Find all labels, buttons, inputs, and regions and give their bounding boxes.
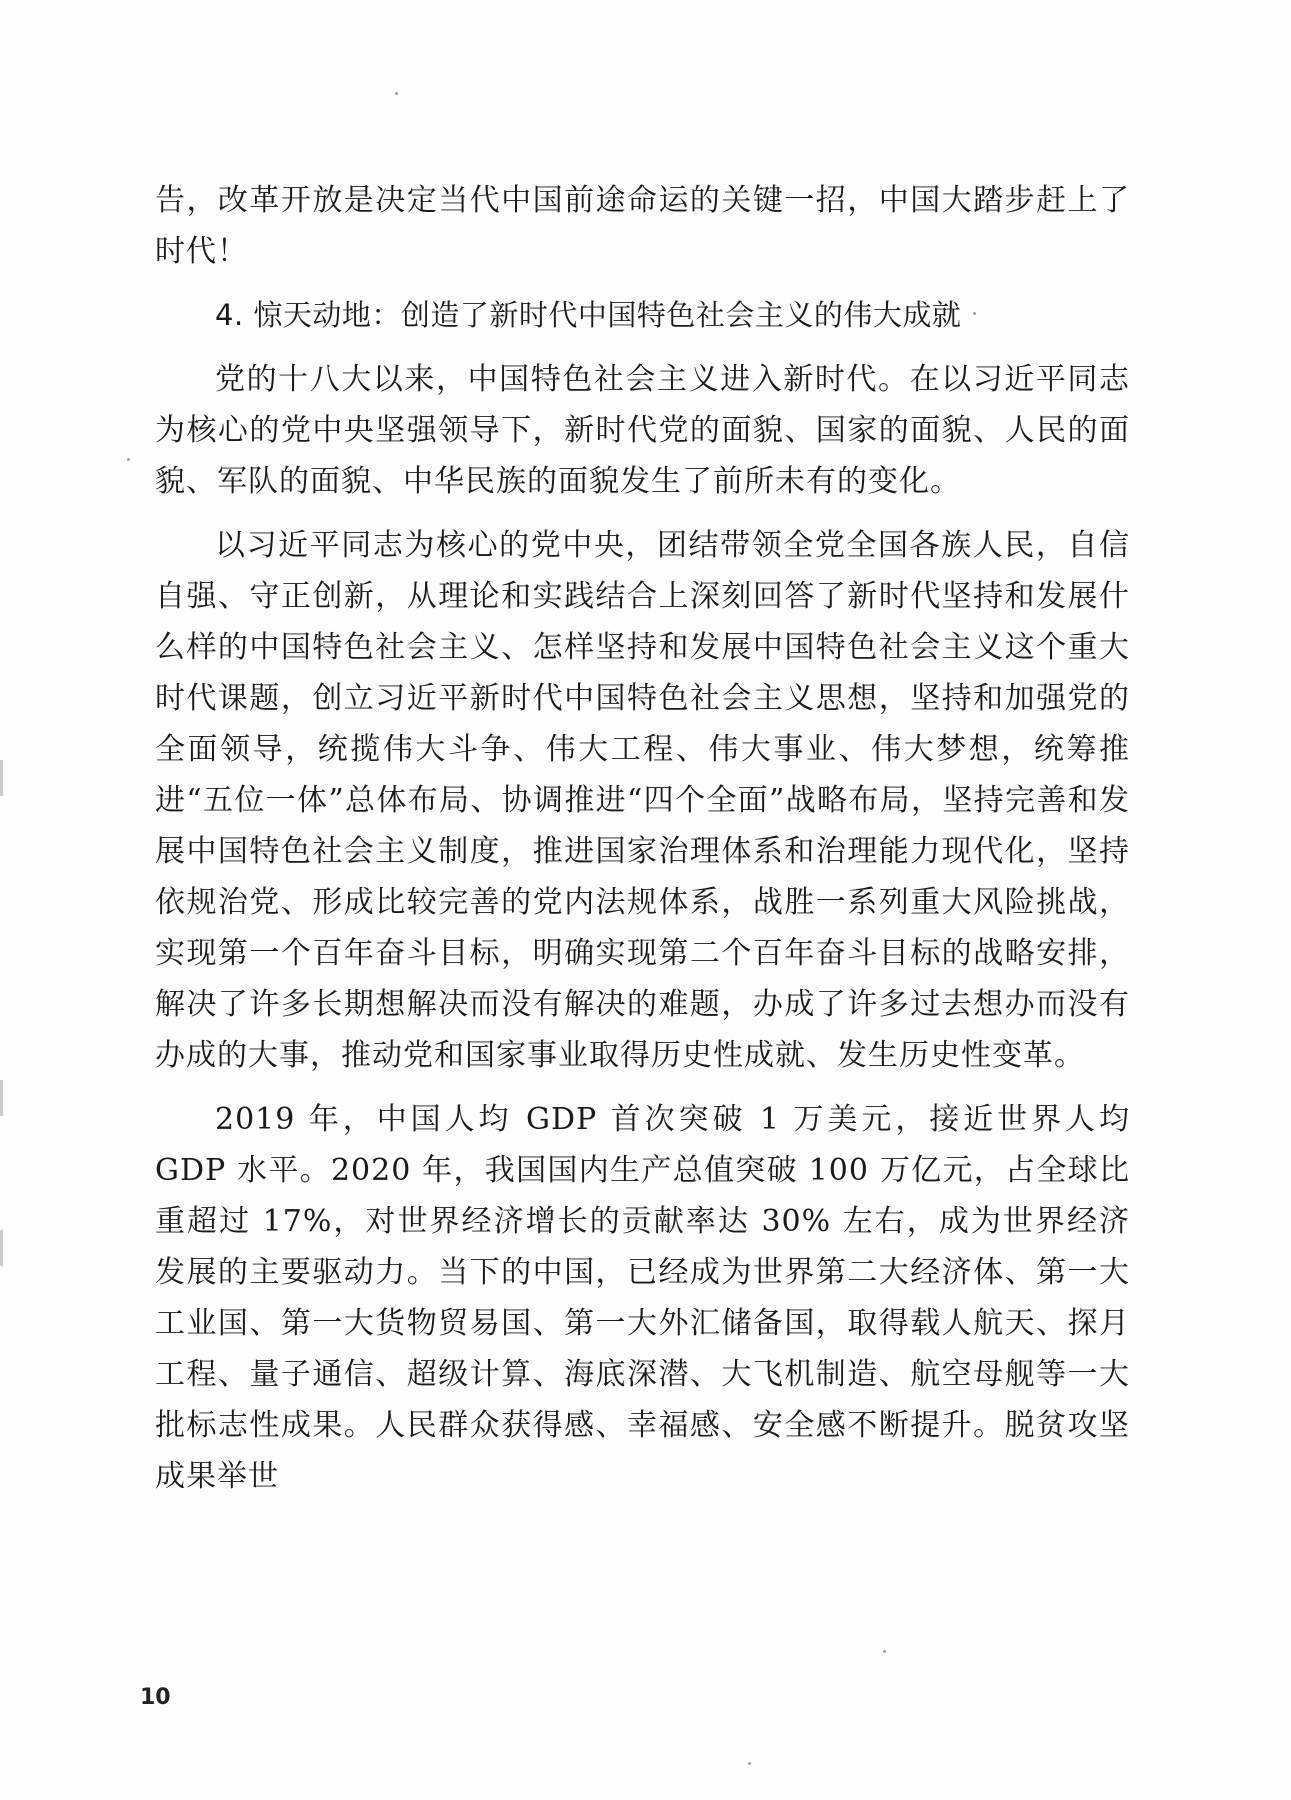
section-heading: 4. 惊天动地：创造了新时代中国特色社会主义的伟大成就 (215, 298, 962, 332)
scan-speck (748, 1762, 751, 1765)
page-body (155, 175, 1130, 1515)
scan-speck (883, 1650, 886, 1653)
page-number: 10 (140, 1685, 171, 1710)
paragraph: 党的十八大以来，中国特色社会主义进入新时代。在以习近平同志为核心的党中央坚强领导下，新时代党的面貌、国家的面貌、人民的面貌、军队的面貌、中华民族的面貌发生了前所未有的变化。 (155, 362, 1130, 499)
paragraph: 2019 年，中国人均 GDP 首次突破 1 万美元，接近世界人均 GDP 水平。2020 年，我国国内生产总值突破 100 万亿元，占全球比重超过 17%，对世界经济增长的贡献率达 30% 左右，成为世界经济发展的主要驱动力。当下的中国，已经成为世界第二大经济体、第一大工业国、第一大货物贸易国、第一大外汇储备国，取得载人航天、探月工程、量子通信、超级计算、海底深潜、大飞机制造、航空母舰等一大批标志性成果。人民群众获得感、幸福感、安全感不断提升。脱贫攻坚成果举世 (155, 1102, 1130, 1494)
scan-edge-mark (0, 760, 3, 796)
scan-speck (127, 458, 130, 461)
scan-edge-mark (0, 1080, 3, 1116)
scan-speck (395, 92, 398, 95)
scan-speck (973, 312, 976, 315)
scan-edge-mark (0, 1230, 3, 1266)
paragraph: 以习近平同志为核心的党中央，团结带领全党全国各族人民，自信自强、守正创新，从理论和实践结合上深刻回答了新时代坚持和发展什么样的中国特色社会主义、怎样坚持和发展中国特色社会主义这个重大时代课题，创立习近平新时代中国特色社会主义思想，坚持和加强党的全面领导，统揽伟大斗争、伟大工程、伟大事业、伟大梦想，统筹推进“五位一体”总体布局、协调推进“四个全面”战略布局，坚持完善和发展中国特色社会主义制度，推进国家治理体系和治理能力现代化，坚持依规治党、形成比较完善的党内法规体系，战胜一系列重大风险挑战，实现第一个百年奋斗目标，明确实现第二个百年奋斗目标的战略安排，解决了许多长期想解决而没有解决的难题，办成了许多过去想办而没有办成的大事，推动党和国家事业取得历史性成就、发生历史性变革。 (155, 528, 1130, 1073)
paragraph-continuation: 告，改革开放是决定当代中国前途命运的关键一招，中国大踏步赶上了时代！ (155, 183, 1130, 269)
